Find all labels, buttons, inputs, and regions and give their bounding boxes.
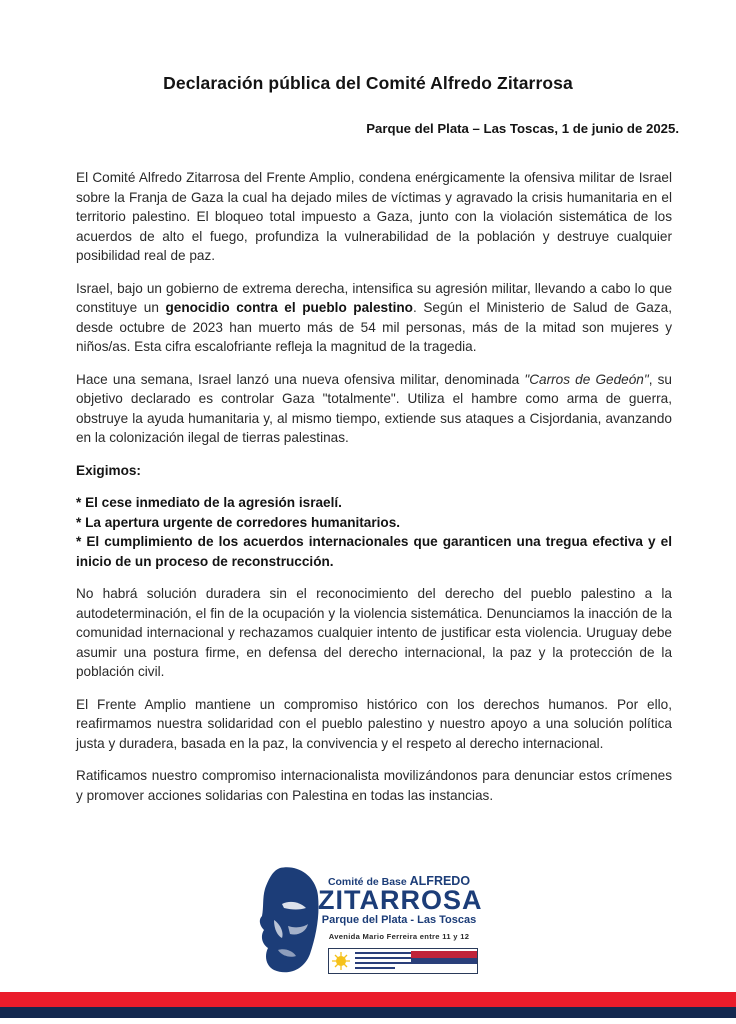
paragraph-3 <box>76 370 672 448</box>
paragraph-1: El Comité Alfredo Zitarrosa del Frente Amplio, condena enérgicamente la ofensiva militar de Israel sobre la Franja de Gaza la cual ha dejado miles de víctimas y agravado la crisis humanitaria en el territorio palestino. El bloqueo total impuesto a Gaza, junto con la violación sistemática de los acuerdos de alto el fuego, profundiza la vulnerabilidad de la población y destruye cualquier posibilidad real de paz. <box>76 170 672 263</box>
flag-graphic <box>329 949 477 973</box>
logo-committee-label: Comité de Base <box>327 876 410 888</box>
demands-list <box>76 493 672 571</box>
paragraph-2 <box>76 279 672 357</box>
footer-red-stripe <box>0 992 736 1007</box>
logo-address: Avenida Mario Ferreira entre 11 y 12 <box>328 932 470 941</box>
footer-navy-stripe <box>0 1007 736 1018</box>
place-date: Parque del Plata – Las Toscas, 1 de junio de 2025. <box>366 121 679 136</box>
paragraph-2-start: Israel, bajo un gobierno de extrema derecha, intensifica su agresión militar, llevando a cabo lo que constituye un <box>76 280 672 315</box>
document-body <box>76 168 672 818</box>
logo-location: Parque del Plata - Las Toscas <box>321 914 477 926</box>
paragraph-3-start: Hace una semana, Israel lanzó una nueva ofensiva militar, denominada <box>76 371 525 387</box>
paragraph-4: No habrá solución duradera sin el reconocimiento del derecho del pueblo palestino a la autodeterminación, el fin de la ocupación y la violencia sistemática. Denunciamos la inacción de la comunidad internacional y rechazamos cualquier intento de justificar esta violencia. Uruguay debe asumir una postura firme, en defensa del derecho internacional, la paz y la protección de la población civil. <box>76 586 672 679</box>
paragraph-3-italic: "Carros de Gedeón" <box>524 371 649 387</box>
demand-item: * La apertura urgente de corredores humanitarios. <box>76 514 401 530</box>
paragraph-2-end: . Según el Ministerio de Salud de Gaza, desde octubre de 2023 han muerto más de 54 mil personas, más de la mitad son mujeres y niños/as. Esta cifra escalofriante refleja la magnitud de la tragedia. <box>76 300 672 354</box>
document-title: Declaración pública del Comité Alfredo Zitarrosa <box>163 73 573 93</box>
paragraph-6: Ratificamos nuestro compromiso internacionalista movilizándonos para denunciar estos crímenes y promover acciones solidarias con Palestina en todas las instancias. <box>76 768 672 803</box>
logo-first-name: ALFREDO <box>409 874 471 888</box>
paragraph-2-emphasis: genocidio contra el pueblo palestino <box>165 300 413 315</box>
paragraph-3-end: , su objetivo declarado es controlar Gaza "totalmente". Utiliza el hambre como arma de guerra, obstruye la ayuda humanitaria y, al mismo tiempo, extiende sus ataques a Cisjordania, avanzando en la colonización ilegal de tierras palestinas. <box>76 371 672 445</box>
portrait-icon <box>258 866 320 974</box>
uruguay-flag-icon <box>328 948 478 974</box>
demands-heading: Exigimos: <box>76 462 141 478</box>
committee-logo <box>258 866 483 974</box>
demand-item: * El cese inmediato de la agresión israelí. <box>76 495 342 510</box>
demand-item: * El cumplimiento de los acuerdos internacionales que garanticen una tregua efectiva y el inicio de un proceso de reconstrucción. <box>76 534 672 569</box>
logo-surname: ZITARROSA <box>318 885 483 915</box>
paragraph-5: El Frente Amplio mantiene un compromiso histórico con los derechos humanos. Por ello, reafirmamos nuestra solidaridad con el pueblo palestino y nuestro apoyo a una solución política justa y duradera, basada en la paz, la convivencia y el respeto al derecho internacional. <box>76 696 672 751</box>
